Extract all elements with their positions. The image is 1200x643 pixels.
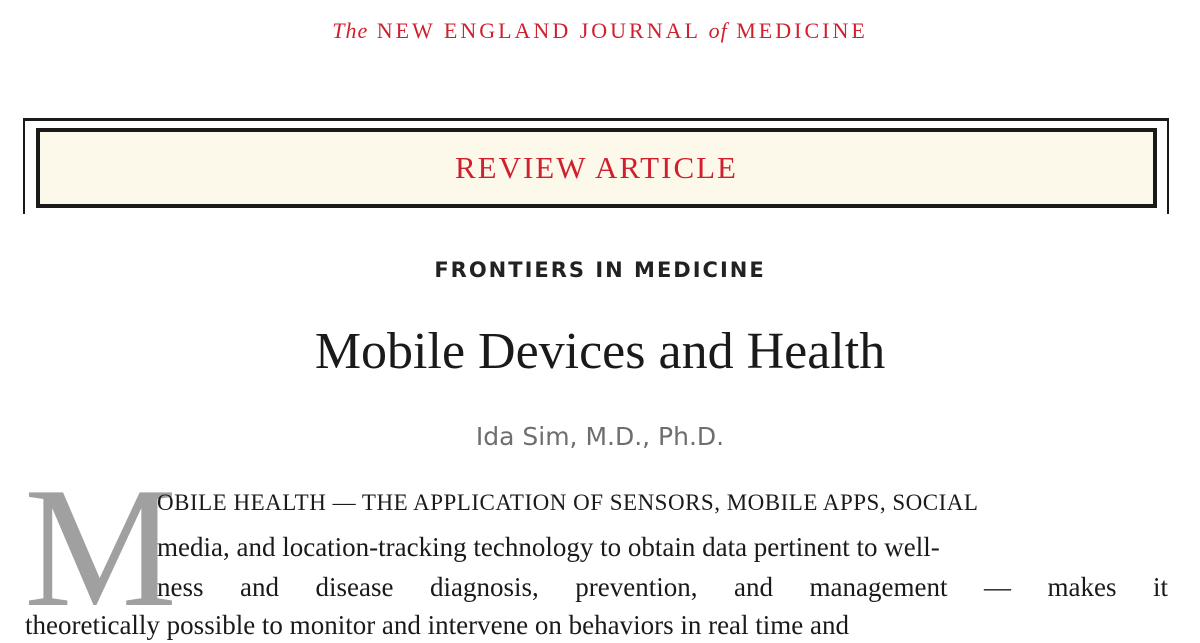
masthead-name-part2: MEDICINE: [736, 18, 868, 43]
masthead-of: of: [708, 18, 728, 43]
body-text-line-3: ness and disease diagnosis, prevention, and management — makes it: [157, 572, 1168, 602]
journal-masthead: [0, 18, 1200, 44]
article-type-banner: [36, 128, 1157, 208]
body-text-line-4: theoretically possible to monitor and intervene on behaviors in real time and: [25, 610, 850, 640]
masthead-name-part1: NEW ENGLAND JOURNAL: [376, 18, 701, 43]
author-byline: Ida Sim, M.D., Ph.D.: [475, 422, 725, 451]
article-type-label: REVIEW ARTICLE: [454, 150, 738, 185]
body-text-line-2: media, and location-tracking technology to obtain data pertinent to well-: [157, 532, 940, 562]
section-label: FRONTIERS IN MEDICINE: [434, 258, 766, 282]
article-title: Mobile Devices and Health: [314, 323, 886, 380]
drop-cap: M: [24, 453, 177, 643]
masthead-the: The: [332, 18, 369, 43]
body-text-line-1: OBILE HEALTH — THE APPLICATION OF SENSORS, MOBILE APPS, SOCIAL: [157, 490, 979, 515]
